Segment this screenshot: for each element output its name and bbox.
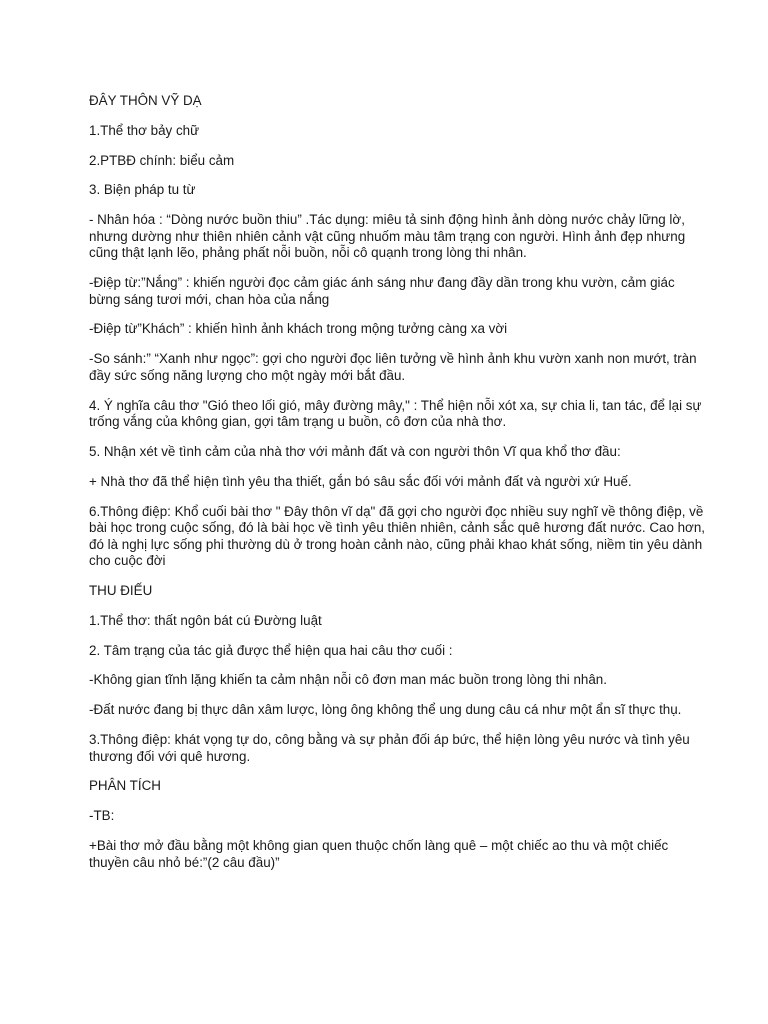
section-heading: PHÂN TÍCH — [89, 778, 161, 794]
paragraph: 2. Tâm trạng của tác giả được thể hiện qua hai câu thơ cuối : — [89, 642, 453, 658]
paragraph: 3.Thông điệp: khát vọng tự do, công bằng và sự phản đối áp bức, thể hiện lòng yêu nước và tình yêu thương đối với quê hương. — [89, 732, 690, 764]
paragraph: 1.Thể thơ: thất ngôn bát cú Đường luật — [89, 612, 322, 628]
paragraph: -Đất nước đang bị thực dân xâm lược, lòng ông không thể ung dung câu cá như một ẩn sĩ thực thụ. — [89, 702, 682, 718]
paragraph: -Điệp từ:”Nắng” : khiến người đọc cảm giác ánh sáng như đang đầy dần trong khu vườn, cảm giác bừng sáng tươi mới, chan hòa của nắng — [89, 275, 675, 307]
paragraph: 5. Nhận xét về tình cảm của nhà thơ với mảnh đất và con người thôn Vĩ qua khổ thơ đầu: — [89, 444, 621, 459]
paragraph: 3. Biện pháp tu từ — [89, 182, 196, 198]
paragraph: -TB: — [89, 808, 115, 824]
paragraph: +Bài thơ mở đầu bằng một không gian quen thuộc chốn làng quê – một chiếc ao thu và một chiếc thuyền câu nhỏ bé:”(2 câu đầu)” — [89, 837, 669, 870]
document-title: ĐÂY THÔN VỸ DẠ — [89, 93, 202, 108]
paragraph: 4. Ý nghĩa câu thơ "Gió theo lối gió, mây đường mây," : Thể hiện nỗi xót xa, sự chia li, tan tác, để lại sự trống vắng của không gian, gợi tâm trạng u buồn, cô đơn của nhà thơ. — [89, 397, 702, 430]
section-heading: THU ĐIẾU — [89, 583, 153, 599]
paragraph: - Nhân hóa : “Dòng nước buồn thiu” .Tác dụng: miêu tả sinh động hình ảnh dòng nước chảy lững lờ, nhưng dường như thiên nhiên cảnh vật cũng nhuốm màu tâm trạng con người. Hình ảnh đẹp nhưng cũng thật lạnh lẽo, phảng phất nỗi buồn, nỗi cô quạnh trong lòng thi nhân. — [89, 212, 686, 261]
paragraph: -Điệp từ”Khách” : khiến hình ảnh khách trong mộng tưởng càng xa vời — [89, 321, 508, 337]
document-body — [89, 93, 708, 871]
paragraph: -So sánh:” “Xanh như ngọc”: gợi cho người đọc liên tưởng về hình ảnh khu vườn xanh non mướt, tràn đầy sức sống năng lượng cho một ngày mới bắt đầu. — [89, 351, 697, 383]
paragraph: 6.Thông điệp: Khổ cuối bài thơ " Đây thôn vĩ dạ" đã gợi cho người đọc nhiều suy nghĩ về thông điệp, về bài học trong cuộc sống, đó là bài học về tình yêu thiên nhiên, cảnh sắc quê hương đất nước. Cao hơn, đó là nghị lực sống phi thường dù ở trong hoàn cảnh nào, cũng phải khao khát sống, niềm tin yêu dành cho cuộc đời — [89, 503, 706, 569]
paragraph: -Không gian tĩnh lặng khiến ta cảm nhận nỗi cô đơn man mác buồn trong lòng thi nhân. — [89, 672, 607, 688]
paragraph: + Nhà thơ đã thể hiện tình yêu tha thiết, gắn bó sâu sắc đối với mảnh đất và người xứ Huế. — [89, 473, 632, 489]
paragraph: 2.PTBĐ chính: biểu cảm — [89, 152, 235, 168]
paragraph: 1.Thể thơ bảy chữ — [89, 122, 200, 138]
